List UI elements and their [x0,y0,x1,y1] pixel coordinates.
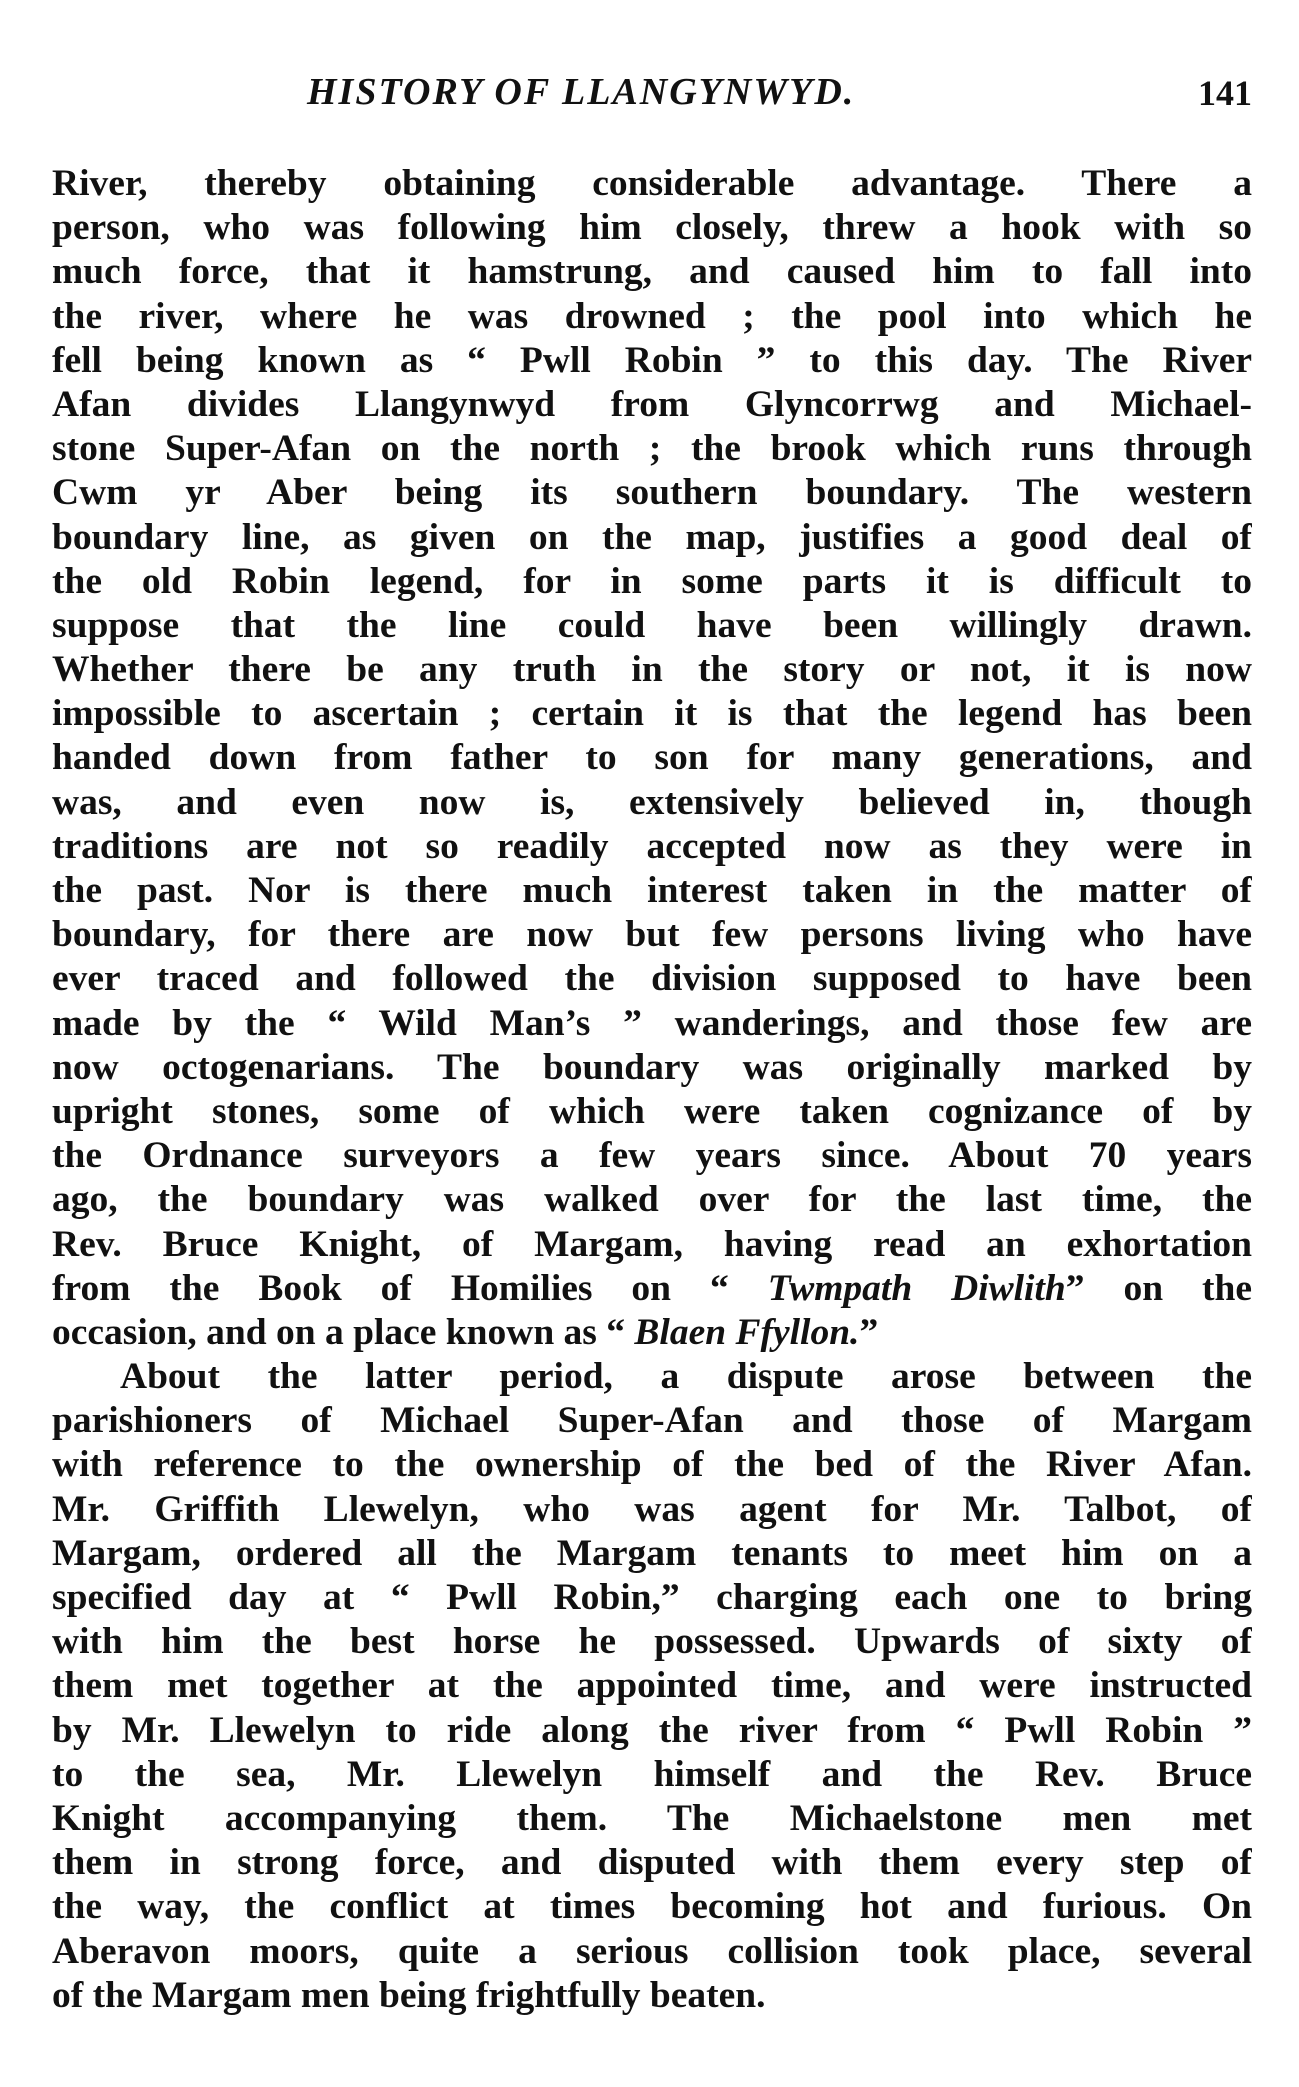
text-line: now octogenarians. The boundary was originally marked by [52,1046,1252,1088]
text-line: Afan divides Llangynwyd from Glyncorrwg and Michael- [52,383,1252,425]
text-line: the way, the conflict at times becoming hot and furious. On [52,1886,1252,1928]
text-line: the river, where he was drowned ; the pool into which he [52,295,1252,337]
text-line: specified day at “ Pwll Robin,” charging each one to bring [52,1577,1252,1618]
paragraph-1 [52,162,1252,1355]
text-line: to the sea, Mr. Llewelyn himself and the Rev. Bruce [52,1753,1252,1795]
text-line: upright stones, some of which were taken cognizance of by [52,1090,1252,1132]
text-line: boundary, for there are now but few persons living who have [52,914,1252,956]
text-line: boundary line, as given on the map, justifies a good deal of [52,516,1252,558]
text-line: Rev. Bruce Knight, of Margam, having read an exhortation [52,1223,1252,1265]
text-line: ever traced and followed the division supposed to have been [52,958,1252,1000]
text-line: with reference to the ownership of the bed of the River Afan. [52,1444,1252,1486]
body-text [52,162,1252,2018]
text-segment: from the Book of Homilies on “ [52,1267,768,1309]
text-line: person, who was following him closely, threw a hook with so [52,207,1252,249]
welsh-place-name: Twmpath Diwlith [767,1267,1066,1309]
text-line: the past. Nor is there much interest taken in the matter of [52,870,1252,911]
welsh-place-name: Blaen Ffyllon. [634,1311,860,1353]
text-line-occasion [52,1311,1252,1355]
text-line: Knight accompanying them. The Michaelstone men met [52,1797,1252,1839]
text-segment: ” [859,1311,879,1353]
text-line: them in strong force, and disputed with them every step of [52,1842,1252,1884]
text-line-homilies [52,1267,1252,1311]
text-line: ago, the boundary was walked over for the last time, the [52,1179,1252,1221]
text-line: was, and even now is, extensively believed in, though [52,781,1252,823]
text-line: Cwm yr Aber being its southern boundary. The western [52,472,1252,514]
text-line: of the Margam men being frightfully beaten. [52,1974,766,2016]
text-line: by Mr. Llewelyn to ride along the river from “ Pwll Robin ” [52,1709,1252,1751]
text-line: About the latter period, a dispute arose between the [120,1356,1252,1398]
text-line: impossible to ascertain ; certain it is that the legend has been [52,693,1252,735]
page-header [52,70,1252,122]
text-line: the Ordnance surveyors a few years since. About 70 years [52,1135,1252,1177]
text-line: handed down from father to son for many generations, and [52,737,1252,779]
text-line: parishioners of Michael Super-Afan and those of Margam [52,1400,1252,1442]
text-line: traditions are not so readily accepted now as they were in [52,825,1252,867]
page-number: 141 [1198,73,1252,113]
text-line: with him the best horse he possessed. Upwards of sixty of [52,1621,1252,1663]
text-segment: ” on the [1065,1267,1252,1309]
text-line: suppose that the line could have been willingly drawn. [52,604,1252,646]
text-line: them met together at the appointed time, and were instructed [52,1665,1252,1707]
text-line: Aberavon moors, quite a serious collision took place, several [52,1930,1252,1972]
text-line: Margam, ordered all the Margam tenants to meet him on a [52,1532,1252,1574]
text-line: Whether there be any truth in the story or not, it is now [52,649,1252,691]
running-title: HISTORY OF LLANGYNWYD. [307,71,856,113]
paragraph-2 [52,1355,1252,2018]
text-segment: occasion, and on a place known as “ [52,1311,635,1353]
text-line: much force, that it hamstrung, and caused him to fall into [52,251,1252,293]
text-line: stone Super-Afan on the north ; the brook which runs through [52,428,1252,470]
text-line: Mr. Griffith Llewelyn, who was agent for Mr. Talbot, of [52,1488,1252,1530]
text-line: the old Robin legend, for in some parts it is difficult to [52,560,1252,602]
text-line: made by the “ Wild Man’s ” wanderings, and those few are [52,1002,1252,1044]
text-line: River, thereby obtaining considerable advantage. There a [52,163,1252,204]
text-line: fell being known as “ Pwll Robin ” to this day. The River [52,339,1252,381]
